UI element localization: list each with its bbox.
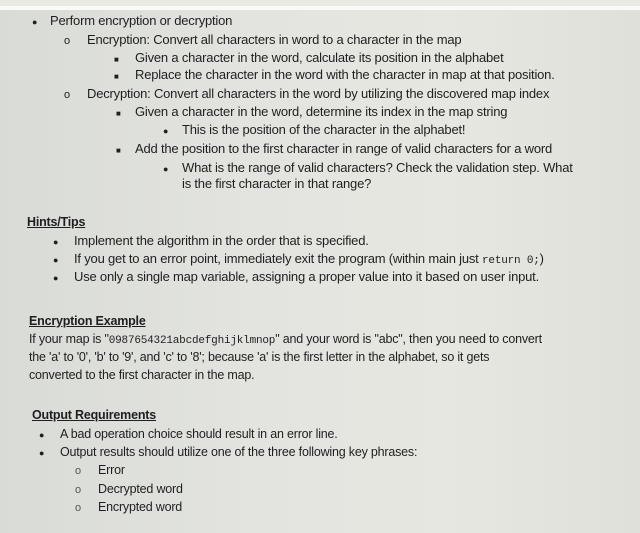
example-line-1b: " and your word is "abc", then you need to convert — [275, 332, 542, 346]
output-item-1: A bad operation choice should result in an error line. — [60, 427, 338, 441]
circle-bullet-icon — [75, 481, 81, 498]
example-line-1 — [29, 331, 542, 349]
example-line-2: the 'a' to '0', 'b' to '9', and 'c' to '8'; because 'a' is the first letter in the alphabet, so it gets — [29, 350, 490, 364]
bullet-icon — [39, 426, 44, 443]
square-bullet-icon — [114, 67, 119, 85]
phrase-error: Error — [98, 463, 125, 477]
circle-bullet-icon — [64, 32, 70, 49]
decryption-note-2b: is the first character in that range? — [182, 176, 372, 191]
decryption-step-2: Add the position to the first character in range of valid characters for a word — [135, 141, 553, 156]
bullet-icon — [163, 160, 168, 177]
phrase-decrypted: Decrypted word — [98, 482, 183, 496]
section-title: Perform encryption or decryption — [50, 13, 233, 28]
hint-2-close: ) — [539, 251, 544, 266]
hint-3: Use only a single map variable, assigning a proper value into it based on user input. — [74, 269, 540, 284]
encryption-step-1: Given a character in the word, calculate its position in the alphabet — [135, 50, 504, 65]
square-bullet-icon — [116, 141, 121, 159]
bullet-icon — [53, 233, 58, 250]
top-divider — [0, 6, 640, 10]
circle-bullet-icon — [64, 86, 70, 103]
decryption-note-2a: What is the range of valid characters? Check the validation step. What — [182, 160, 573, 175]
bullet-icon — [163, 122, 168, 139]
decryption-note-1: This is the position of the character in the alphabet! — [182, 122, 466, 137]
square-bullet-icon — [116, 104, 121, 122]
output-item-2: Output results should utilize one of the three following key phrases: — [60, 445, 418, 459]
decryption-step-1: Given a character in the word, determine its index in the map string — [135, 104, 508, 119]
bullet-icon — [39, 444, 44, 461]
encryption-step-2: Replace the character in the word with the character in map at that position. — [135, 67, 555, 82]
hint-2-code: return 0; — [482, 255, 540, 267]
hints-heading: Hints/Tips — [27, 215, 86, 229]
circle-bullet-icon — [75, 462, 81, 479]
circle-bullet-icon — [75, 499, 81, 516]
encryption-label: Encryption: Convert all characters in word to a character in the map — [87, 32, 462, 47]
hint-2-text: If you get to an error point, immediately exit the program (within main just — [74, 251, 483, 266]
decryption-label: Decryption: Convert all characters in the word by utilizing the discovered map index — [87, 86, 550, 101]
example-heading: Encryption Example — [29, 314, 146, 328]
bullet-icon — [53, 269, 58, 286]
bullet-icon — [53, 251, 58, 268]
output-heading: Output Requirements — [32, 408, 156, 422]
hint-2 — [74, 251, 544, 269]
example-line-3: converted to the first character in the map. — [29, 368, 255, 382]
hint-1: Implement the algorithm in the order that is specified. — [74, 233, 369, 248]
square-bullet-icon — [114, 50, 119, 68]
example-line-1a: If your map is " — [29, 332, 109, 346]
phrase-encrypted: Encrypted word — [98, 500, 183, 514]
example-map-string: 0987654321abcdefghijklmnop — [108, 335, 276, 347]
bullet-icon — [32, 13, 37, 30]
